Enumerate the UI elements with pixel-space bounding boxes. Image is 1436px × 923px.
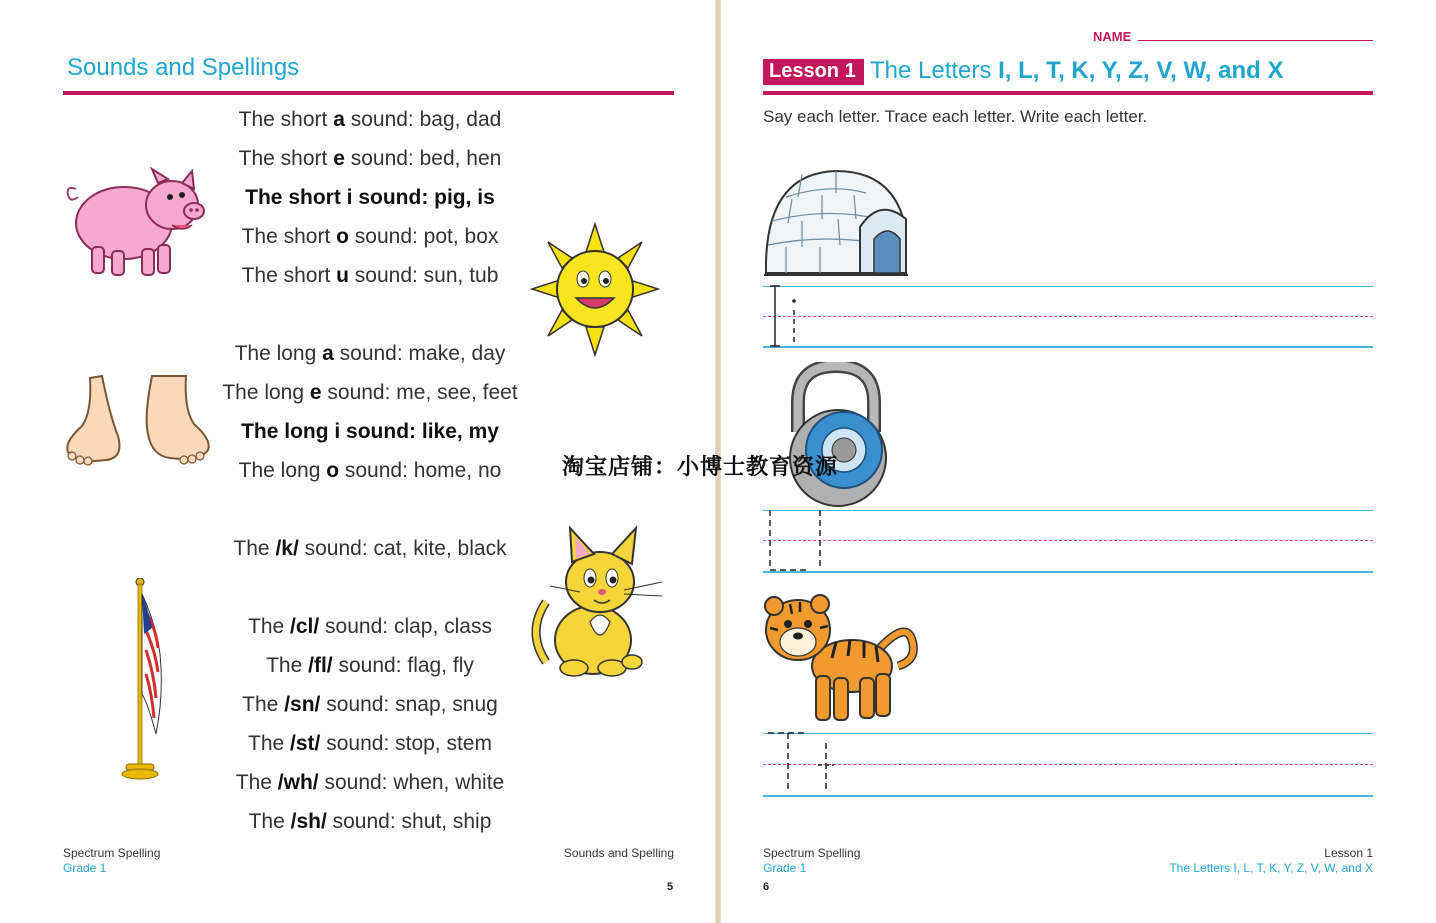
sound-examples: sound: make, day — [333, 342, 506, 365]
sound-examples: sound: stop, stem — [320, 732, 492, 755]
sound-line — [200, 186, 540, 210]
sound-key: o — [326, 459, 340, 482]
trace-letter-t — [764, 731, 840, 797]
flag-illustration — [120, 578, 166, 782]
page-number: 6 — [763, 881, 770, 893]
footer-left — [63, 846, 160, 875]
footer-grade: Grade 1 — [763, 861, 807, 875]
writing-line-bottom — [763, 795, 1373, 797]
sound-key: e — [309, 381, 322, 404]
sound-line-prefix: The long — [234, 342, 323, 365]
igloo-illustration — [762, 165, 912, 280]
sound-key: u — [336, 264, 349, 287]
trace-letter-i — [764, 284, 804, 348]
sound-examples: sound: flag, fly — [332, 654, 474, 677]
sound-line-prefix: The — [242, 693, 285, 716]
page-number: 5 — [667, 881, 674, 893]
cat-illustration — [528, 522, 668, 680]
sound-line-prefix: The — [266, 654, 309, 677]
sun-illustration — [530, 222, 660, 357]
writing-line-mid — [763, 540, 1373, 541]
sound-line-prefix: The — [248, 810, 291, 833]
lock-illustration — [776, 362, 896, 512]
writing-line-top — [763, 733, 1373, 734]
writing-line-top — [763, 510, 1373, 511]
sound-line — [200, 225, 540, 249]
sound-line-prefix: The long — [222, 381, 310, 404]
footer-lesson-number: Lesson 1 — [1324, 846, 1373, 860]
instructions: Say each letter. Trace each letter. Write each letter. — [763, 107, 1148, 126]
trace-letter-l — [764, 508, 828, 574]
sound-line-text: The long i sound: like, my — [241, 420, 499, 443]
sound-line-prefix: The long — [238, 459, 327, 482]
footer-lesson — [1073, 846, 1373, 875]
sound-key: a — [322, 342, 334, 365]
sound-line — [200, 459, 540, 483]
sound-key: /fl/ — [308, 654, 333, 677]
sound-examples: sound: sun, tub — [348, 264, 499, 287]
sound-line — [200, 147, 540, 171]
sound-key: /cl/ — [290, 615, 320, 638]
lesson-title — [870, 57, 1283, 85]
watermark-text: 淘宝店铺：小博士教育资源 — [562, 454, 839, 479]
sound-line — [200, 420, 540, 444]
writing-line-mid — [763, 316, 1373, 317]
lesson-title-rule — [763, 91, 1373, 95]
pig-illustration — [62, 165, 212, 280]
sound-key: /sn/ — [284, 693, 321, 716]
sound-examples: sound: shut, ship — [326, 810, 492, 833]
sound-examples: sound: cat, kite, black — [298, 537, 507, 560]
lesson-badge: Lesson 1 — [763, 59, 864, 85]
sound-line-text: The short i sound: pig, is — [245, 186, 495, 209]
sound-line-prefix: The — [235, 771, 278, 794]
sound-line-prefix: The short — [238, 147, 334, 170]
sound-line — [200, 771, 540, 795]
sound-line-prefix: The short — [241, 225, 337, 248]
page-title: Sounds and Spellings — [67, 54, 300, 81]
sound-examples: sound: me, see, feet — [321, 381, 518, 404]
footer-book-title: Spectrum Spelling — [763, 846, 861, 860]
sound-key: /st/ — [290, 732, 321, 755]
title-rule — [63, 91, 674, 95]
sound-line — [200, 342, 540, 366]
sound-line — [200, 654, 540, 678]
sound-line — [200, 615, 540, 639]
writing-line-top — [763, 286, 1373, 287]
sound-line — [200, 108, 540, 132]
footer-section-title: Sounds and Spelling — [563, 846, 674, 860]
sound-examples: sound: when, white — [318, 771, 505, 794]
name-label: NAME — [1093, 29, 1132, 44]
sound-key: /wh/ — [277, 771, 319, 794]
sound-examples: sound: snap, snug — [320, 693, 498, 716]
sound-line-prefix: The — [248, 732, 291, 755]
sound-key: e — [333, 147, 345, 170]
tiger-illustration — [760, 592, 926, 732]
sound-key: /sh/ — [290, 810, 327, 833]
sound-line-prefix: The short — [238, 108, 334, 131]
lesson-title-prefix: The Letters — [870, 57, 999, 84]
sound-line — [200, 693, 540, 717]
sound-key: /k/ — [275, 537, 299, 560]
name-write-line — [1138, 40, 1373, 41]
sound-line-prefix: The — [233, 537, 276, 560]
footer-left-right-page — [763, 846, 860, 875]
writing-line-bottom — [763, 571, 1373, 573]
writing-line-mid — [763, 764, 1373, 765]
sound-examples: sound: home, no — [339, 459, 502, 482]
sound-line — [200, 810, 540, 834]
sound-key: o — [336, 225, 349, 248]
sound-line — [200, 264, 540, 288]
sound-line — [200, 381, 540, 405]
sound-line — [200, 537, 540, 561]
sound-examples: sound: bag, dad — [344, 108, 502, 131]
sound-line-prefix: The — [248, 615, 291, 638]
writing-line-bottom — [763, 346, 1373, 348]
sound-examples: sound: pot, box — [348, 225, 499, 248]
footer-book-title: Spectrum Spelling — [63, 846, 161, 860]
feet-illustration — [62, 372, 212, 467]
lesson-letters: I, L, T, K, Y, Z, V, W, and X — [998, 57, 1284, 84]
sound-line — [200, 732, 540, 756]
footer-lesson-title: The Letters I, L, T, K, Y, Z, V, W, and X — [1169, 861, 1373, 875]
sound-line-prefix: The short — [241, 264, 337, 287]
footer-grade: Grade 1 — [63, 861, 107, 875]
sound-examples: sound: clap, class — [319, 615, 492, 638]
sound-examples: sound: bed, hen — [344, 147, 502, 170]
sound-key: a — [333, 108, 345, 131]
